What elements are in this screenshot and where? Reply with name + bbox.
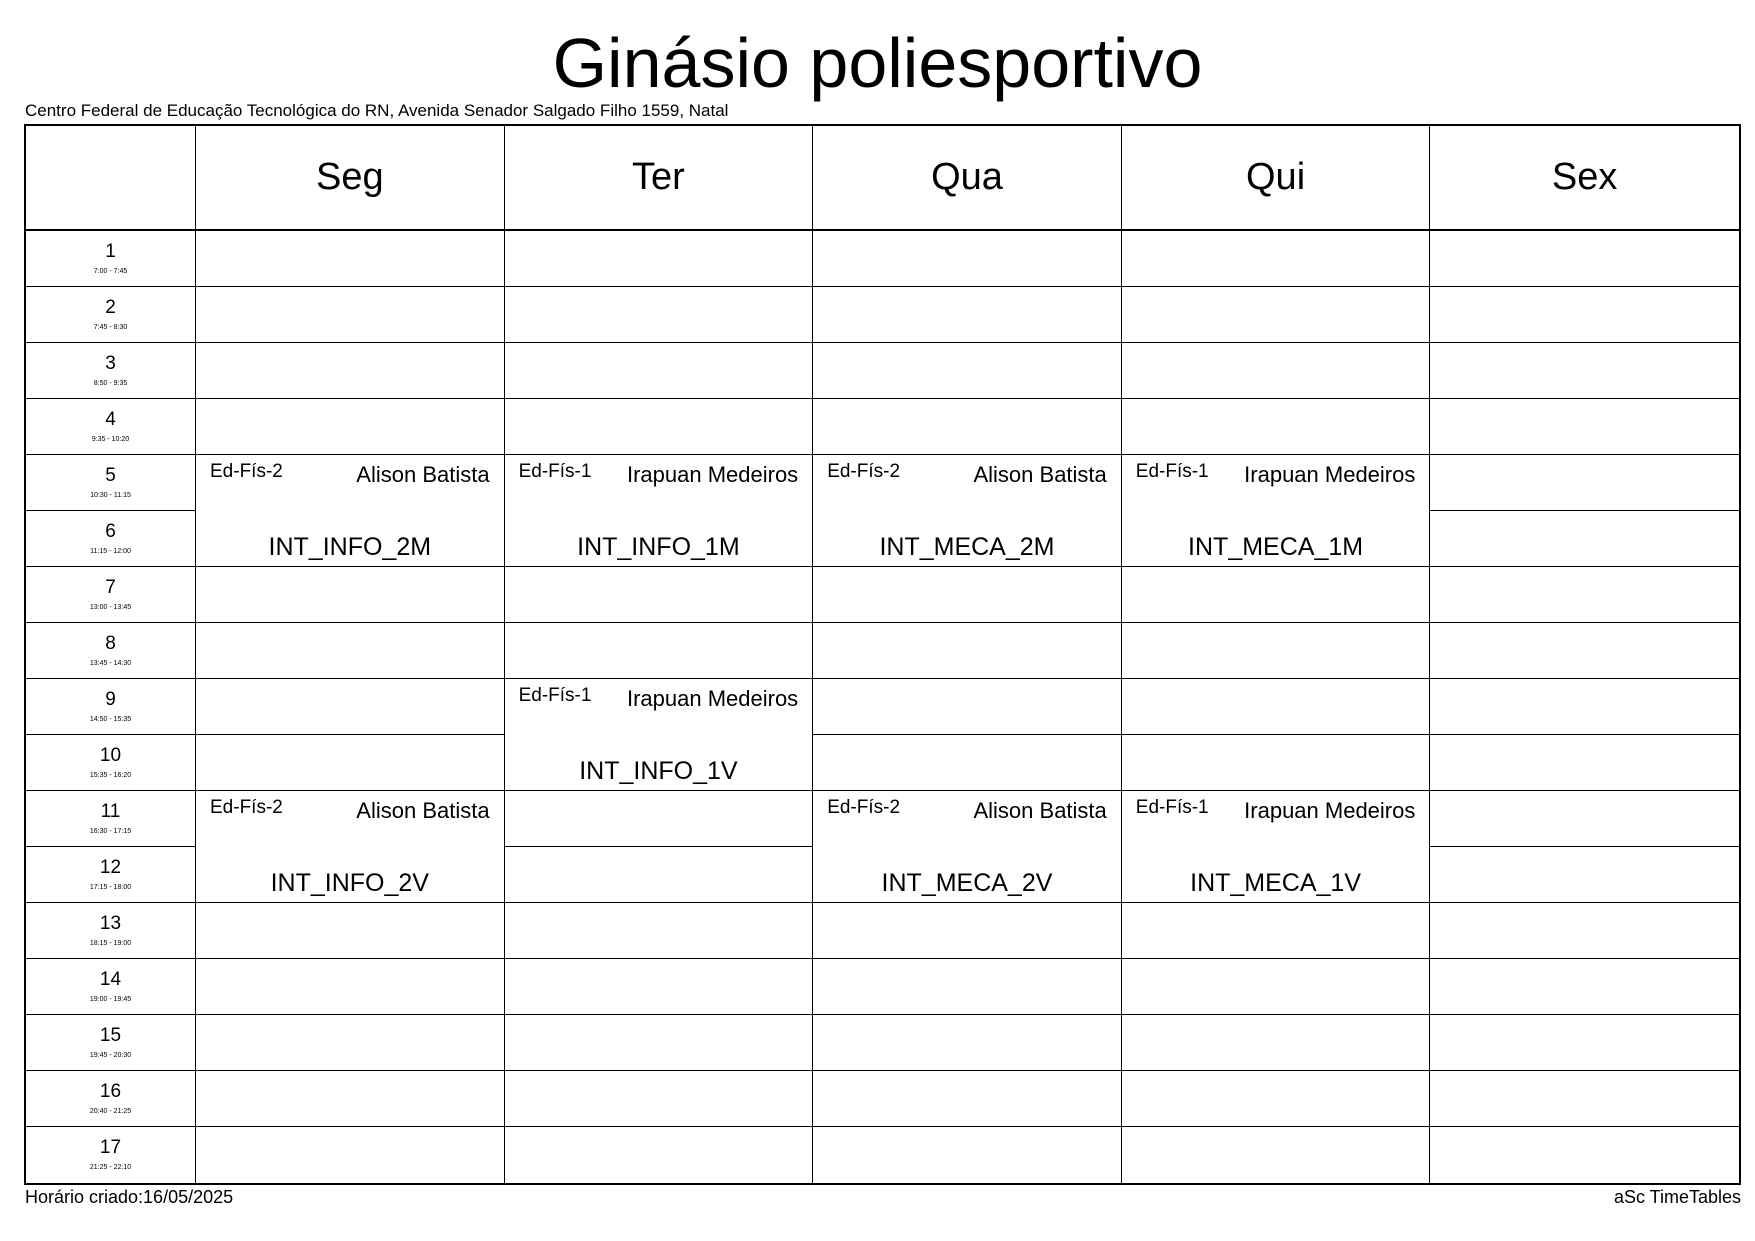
empty-slot bbox=[1122, 231, 1431, 287]
empty-slot bbox=[196, 1071, 505, 1127]
period-number: 16 bbox=[99, 1080, 122, 1102]
empty-slot bbox=[196, 399, 505, 455]
empty-slot bbox=[196, 735, 505, 791]
lesson-class: INT_INFO_2V bbox=[270, 869, 429, 897]
period-time: 13:00 - 13:45 bbox=[89, 603, 132, 611]
period-number: 13 bbox=[99, 912, 122, 934]
period-number: 3 bbox=[105, 352, 116, 374]
period-label-9 bbox=[26, 679, 196, 735]
period-time: 18:15 - 19:00 bbox=[89, 939, 132, 947]
empty-slot bbox=[505, 287, 814, 343]
empty-slot bbox=[505, 399, 814, 455]
period-label-13 bbox=[26, 903, 196, 959]
period-number: 15 bbox=[99, 1024, 122, 1046]
empty-slot bbox=[505, 1015, 814, 1071]
period-time: 11:15 - 12:00 bbox=[90, 547, 131, 555]
empty-slot bbox=[1430, 287, 1739, 343]
empty-slot bbox=[813, 959, 1122, 1015]
school-address: Centro Federal de Educação Tecnológica do RN, Avenida Senador Salgado Filho 1559, Natal bbox=[25, 101, 729, 120]
period-label-7 bbox=[26, 567, 196, 623]
empty-slot bbox=[1430, 1015, 1739, 1071]
empty-slot bbox=[505, 623, 814, 679]
lesson-class: INT_INFO_2M bbox=[268, 533, 432, 561]
empty-slot bbox=[813, 903, 1122, 959]
empty-slot bbox=[1122, 287, 1431, 343]
lesson-card bbox=[196, 455, 505, 567]
empty-slot bbox=[1430, 1127, 1739, 1183]
period-number: 12 bbox=[99, 856, 122, 878]
period-number: 4 bbox=[105, 408, 116, 430]
empty-slot bbox=[1430, 1071, 1739, 1127]
period-label-16 bbox=[26, 1071, 196, 1127]
empty-slot bbox=[813, 1127, 1122, 1183]
empty-slot bbox=[505, 959, 814, 1015]
empty-slot bbox=[196, 679, 505, 735]
empty-slot bbox=[196, 623, 505, 679]
empty-slot bbox=[196, 903, 505, 959]
empty-slot bbox=[196, 1127, 505, 1183]
empty-slot bbox=[813, 735, 1122, 791]
empty-slot bbox=[1122, 903, 1431, 959]
lesson-class: INT_MECA_2V bbox=[881, 869, 1053, 897]
empty-slot bbox=[1430, 903, 1739, 959]
lesson-teacher: Irapuan Medeiros bbox=[626, 686, 799, 711]
empty-slot bbox=[1430, 343, 1739, 399]
empty-slot bbox=[1430, 231, 1739, 287]
header-corner bbox=[26, 126, 196, 231]
period-label-1 bbox=[26, 231, 196, 287]
empty-slot bbox=[813, 343, 1122, 399]
lesson-subject: Ed-Fís-2 bbox=[827, 461, 901, 482]
lesson-card bbox=[813, 791, 1122, 903]
empty-slot bbox=[505, 231, 814, 287]
day-header-sex: Sex bbox=[1430, 126, 1739, 231]
lesson-teacher: Irapuan Medeiros bbox=[1244, 462, 1416, 487]
period-label-2 bbox=[26, 287, 196, 343]
lesson-class: INT_INFO_1M bbox=[577, 533, 740, 561]
empty-slot bbox=[813, 287, 1122, 343]
day-header-qui: Qui bbox=[1122, 126, 1431, 231]
period-label-8 bbox=[26, 623, 196, 679]
empty-slot bbox=[1430, 735, 1739, 791]
empty-slot bbox=[1122, 679, 1431, 735]
empty-slot bbox=[1430, 455, 1739, 511]
period-time: 14:50 - 15:35 bbox=[89, 715, 132, 723]
period-label-6 bbox=[26, 511, 196, 567]
day-header-qua: Qua bbox=[813, 126, 1122, 231]
lesson-card bbox=[1122, 455, 1431, 567]
empty-slot bbox=[196, 343, 505, 399]
empty-slot bbox=[196, 231, 505, 287]
timetable bbox=[24, 124, 1741, 1185]
period-number: 1 bbox=[105, 240, 116, 262]
period-label-11 bbox=[26, 791, 196, 847]
period-time: 16:30 - 17:15 bbox=[89, 827, 132, 835]
period-label-5 bbox=[26, 455, 196, 511]
empty-slot bbox=[813, 623, 1122, 679]
empty-slot bbox=[505, 903, 814, 959]
empty-slot bbox=[813, 679, 1122, 735]
period-time: 19:45 - 20:30 bbox=[89, 1051, 132, 1059]
period-time: 8:50 - 9:35 bbox=[93, 379, 128, 387]
lesson-teacher: Alison Batista bbox=[356, 798, 490, 823]
empty-slot bbox=[196, 959, 505, 1015]
empty-slot bbox=[1430, 623, 1739, 679]
period-time: 7:00 - 7:45 bbox=[93, 267, 128, 275]
period-number: 14 bbox=[99, 968, 122, 990]
empty-slot bbox=[1122, 399, 1431, 455]
empty-slot bbox=[813, 567, 1122, 623]
lesson-teacher: Irapuan Medeiros bbox=[1244, 798, 1416, 823]
period-label-4 bbox=[26, 399, 196, 455]
period-label-17 bbox=[26, 1127, 196, 1183]
period-time: 20:40 - 21:25 bbox=[89, 1107, 132, 1115]
empty-slot bbox=[1122, 1015, 1431, 1071]
empty-slot bbox=[505, 1127, 814, 1183]
empty-slot bbox=[505, 1071, 814, 1127]
lesson-teacher: Alison Batista bbox=[356, 462, 490, 487]
period-label-14 bbox=[26, 959, 196, 1015]
period-label-3 bbox=[26, 343, 196, 399]
lesson-subject: Ed-Fís-1 bbox=[518, 461, 592, 482]
empty-slot bbox=[1122, 623, 1431, 679]
lesson-subject: Ed-Fís-1 bbox=[1135, 797, 1209, 818]
lesson-teacher: Alison Batista bbox=[973, 798, 1107, 823]
empty-slot bbox=[813, 1071, 1122, 1127]
lesson-teacher: Alison Batista bbox=[973, 462, 1107, 487]
period-time: 21:25 - 22:10 bbox=[89, 1164, 132, 1171]
period-number: 9 bbox=[105, 688, 116, 710]
empty-slot bbox=[813, 1015, 1122, 1071]
period-time: 10:30 - 11:15 bbox=[90, 491, 131, 499]
empty-slot bbox=[1430, 791, 1739, 847]
period-time: 19:00 - 19:45 bbox=[89, 995, 132, 1003]
lesson-subject: Ed-Fís-2 bbox=[827, 797, 901, 818]
period-time: 9:35 - 10:20 bbox=[91, 435, 130, 443]
empty-slot bbox=[813, 231, 1122, 287]
lesson-card bbox=[813, 455, 1122, 567]
period-label-10 bbox=[26, 735, 196, 791]
empty-slot bbox=[1430, 679, 1739, 735]
lesson-class: INT_MECA_1V bbox=[1190, 869, 1362, 897]
empty-slot bbox=[505, 847, 814, 903]
lesson-class: INT_INFO_1V bbox=[579, 757, 738, 785]
period-time: 13:45 - 14:30 bbox=[89, 659, 132, 667]
lesson-class: INT_MECA_1M bbox=[1188, 533, 1364, 561]
empty-slot bbox=[1430, 847, 1739, 903]
period-time: 7:45 - 8:30 bbox=[93, 323, 128, 331]
empty-slot bbox=[1122, 1127, 1431, 1183]
empty-slot bbox=[1430, 567, 1739, 623]
empty-slot bbox=[505, 567, 814, 623]
created-date: Horário criado:16/05/2025 bbox=[25, 1187, 234, 1207]
brand-label: aSc TimeTables bbox=[1613, 1187, 1741, 1207]
period-time: 15:35 - 16:20 bbox=[89, 771, 132, 779]
period-number: 8 bbox=[105, 632, 116, 654]
empty-slot bbox=[1122, 735, 1431, 791]
lesson-card bbox=[505, 679, 814, 791]
lesson-subject: Ed-Fís-2 bbox=[210, 461, 283, 482]
period-label-12 bbox=[26, 847, 196, 903]
period-number: 10 bbox=[99, 744, 122, 766]
empty-slot bbox=[1122, 343, 1431, 399]
period-number: 6 bbox=[105, 520, 116, 542]
empty-slot bbox=[196, 1015, 505, 1071]
empty-slot bbox=[1430, 399, 1739, 455]
empty-slot bbox=[196, 567, 505, 623]
empty-slot bbox=[813, 399, 1122, 455]
period-number: 11 bbox=[100, 800, 121, 822]
day-header-seg: Seg bbox=[196, 126, 505, 231]
empty-slot bbox=[1430, 511, 1739, 567]
empty-slot bbox=[505, 791, 814, 847]
lesson-card bbox=[505, 455, 814, 567]
lesson-card bbox=[1122, 791, 1431, 903]
timetable-grid bbox=[26, 126, 1739, 1183]
lesson-subject: Ed-Fís-2 bbox=[210, 797, 283, 818]
period-time: 17:15 - 18:00 bbox=[89, 883, 132, 891]
period-number: 2 bbox=[105, 296, 116, 318]
period-number: 5 bbox=[105, 464, 116, 486]
lesson-teacher: Irapuan Medeiros bbox=[626, 462, 799, 487]
empty-slot bbox=[1122, 567, 1431, 623]
day-header-ter: Ter bbox=[505, 126, 814, 231]
period-number: 7 bbox=[105, 576, 116, 598]
empty-slot bbox=[1122, 959, 1431, 1015]
page-title: Ginásio poliesportivo bbox=[552, 24, 1203, 102]
lesson-subject: Ed-Fís-1 bbox=[518, 685, 592, 706]
period-number: 17 bbox=[99, 1137, 122, 1158]
empty-slot bbox=[1430, 959, 1739, 1015]
empty-slot bbox=[505, 343, 814, 399]
empty-slot bbox=[196, 287, 505, 343]
period-label-15 bbox=[26, 1015, 196, 1071]
empty-slot bbox=[1122, 1071, 1431, 1127]
lesson-class: INT_MECA_2M bbox=[879, 533, 1055, 561]
lesson-card bbox=[196, 791, 505, 903]
lesson-subject: Ed-Fís-1 bbox=[1135, 461, 1209, 482]
